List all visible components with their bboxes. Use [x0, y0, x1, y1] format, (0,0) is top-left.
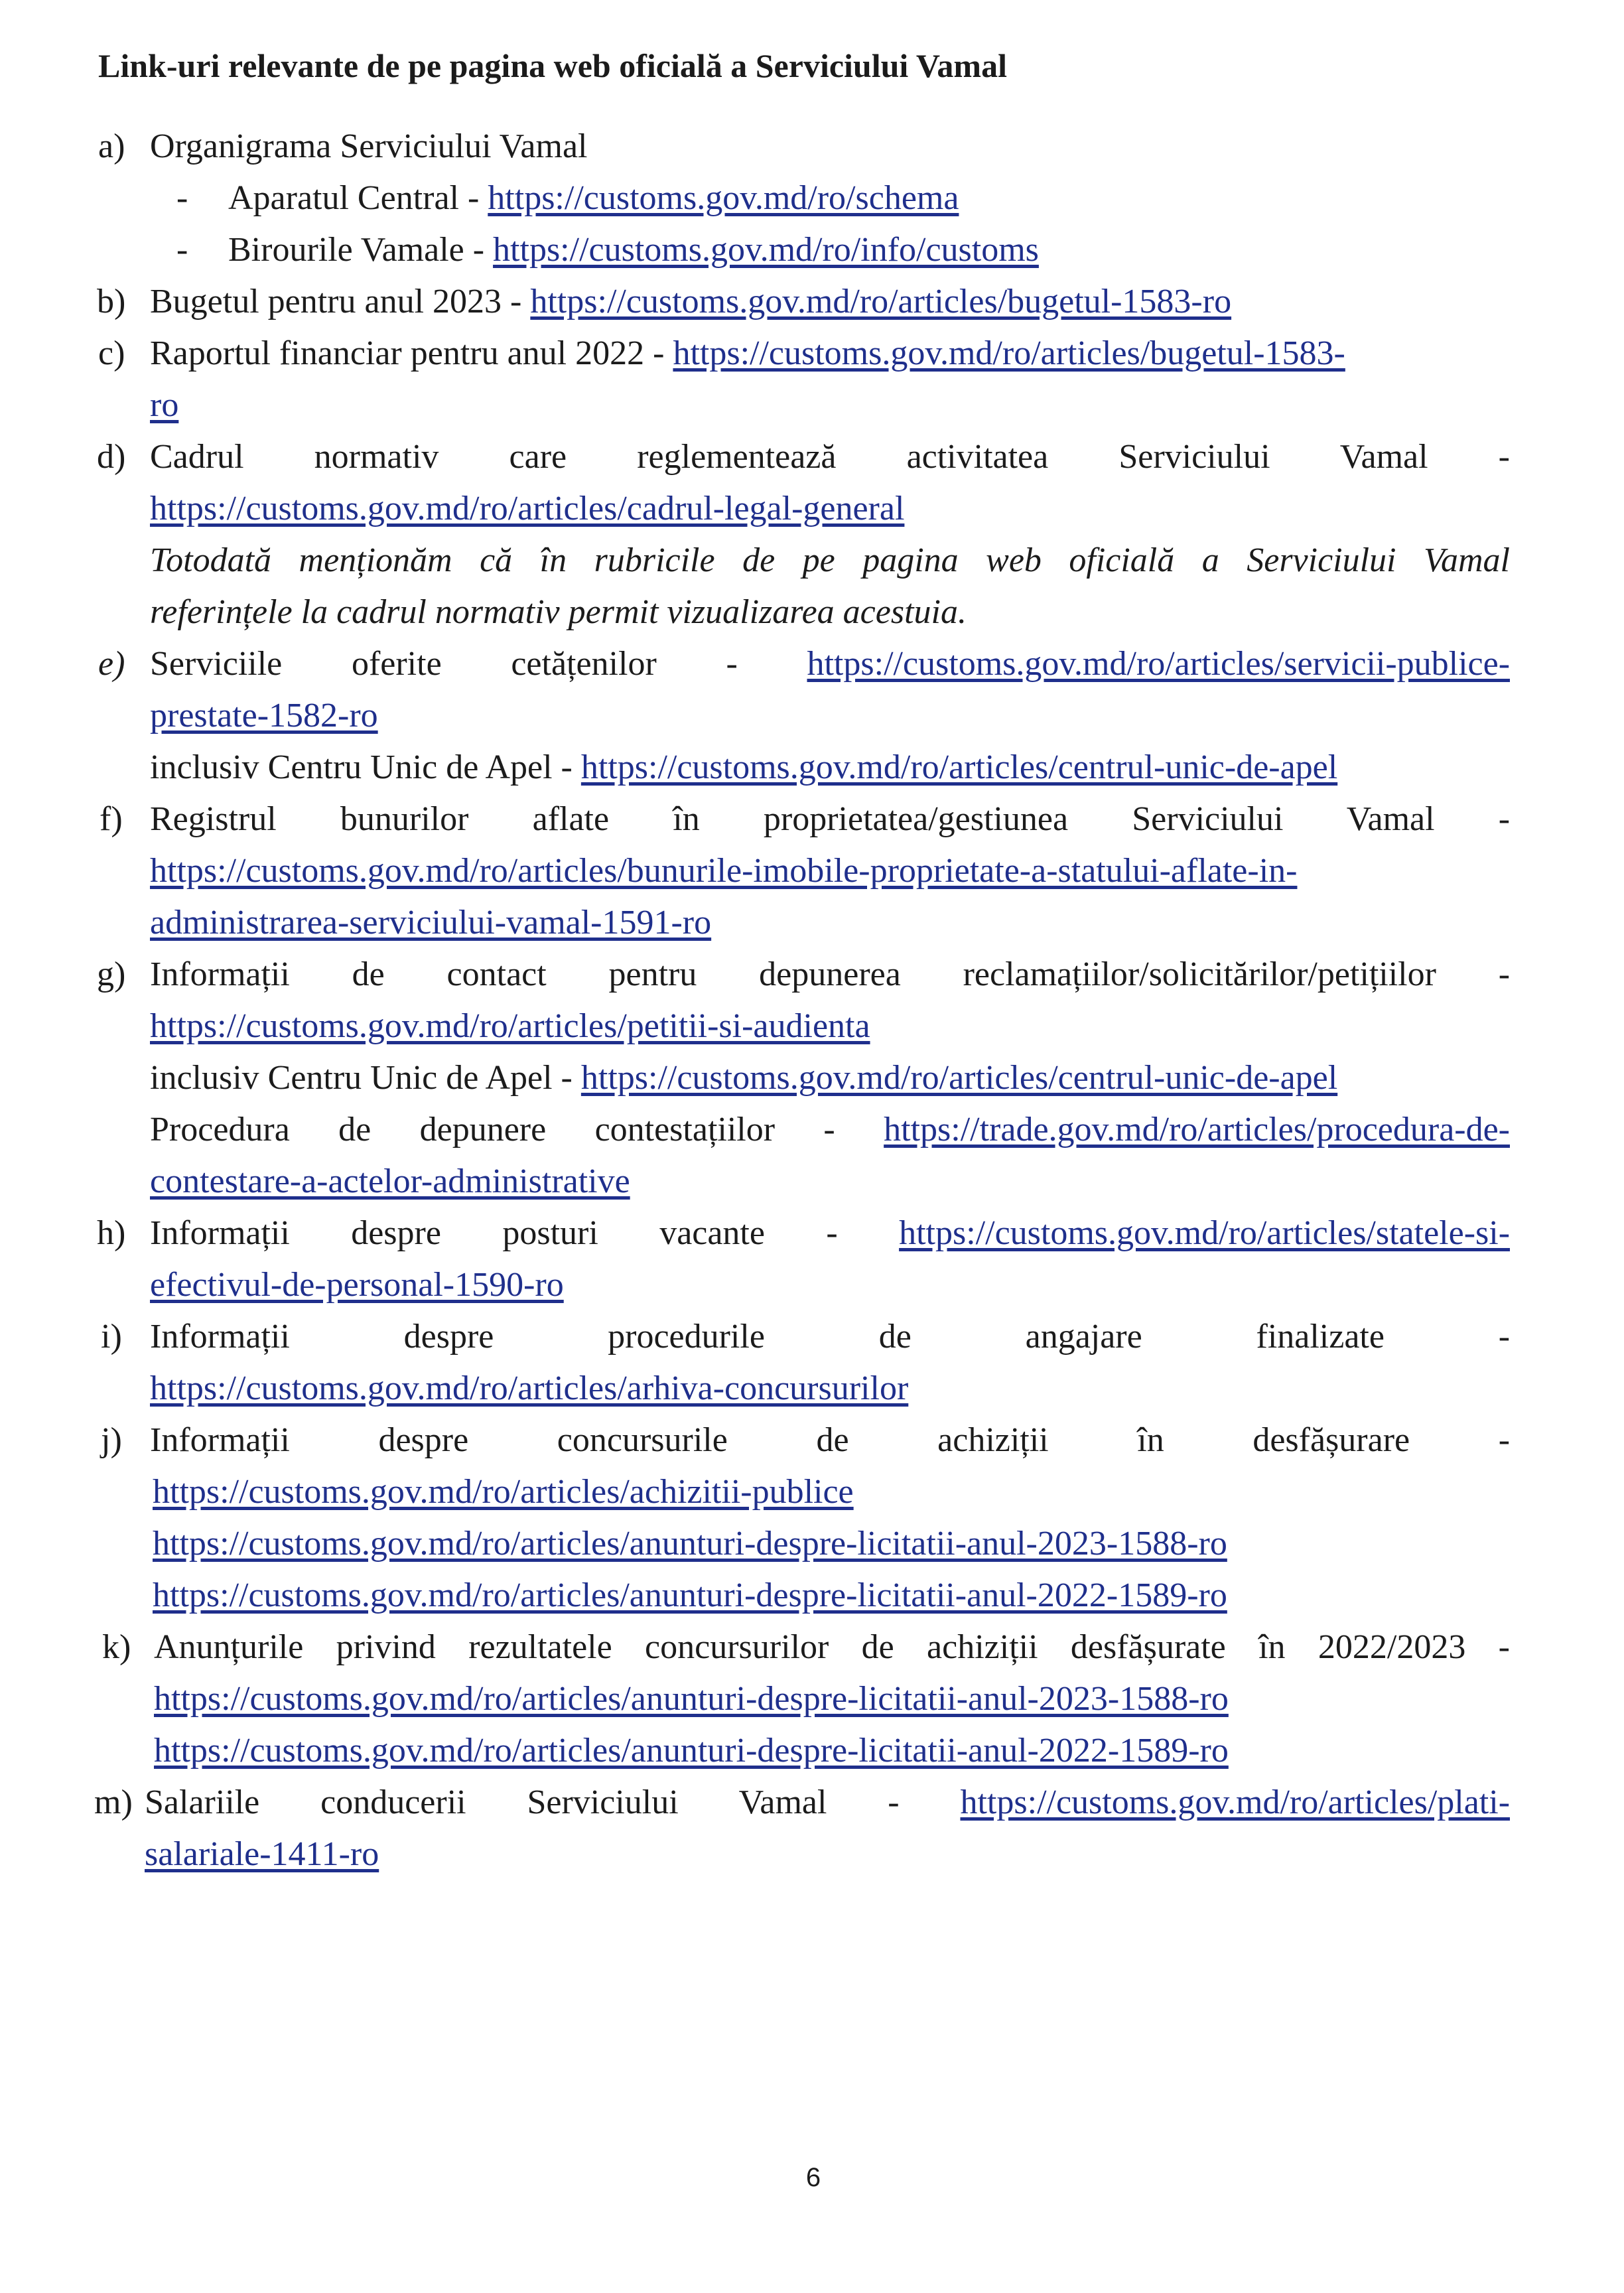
item-f-word: proprietatea/gestiunea — [763, 800, 1069, 838]
item-f-line3 — [150, 900, 711, 946]
item-d-word: reglementează — [637, 438, 837, 476]
link-public-procurement[interactable]: https://customs.gov.md/ro/articles/achizitii-publice — [153, 1473, 854, 1511]
item-a-sub1 — [228, 175, 959, 222]
item-c-label: c) — [98, 334, 125, 372]
item-i-word: Informații — [150, 1318, 290, 1355]
item-j-word: desfășurare — [1252, 1421, 1410, 1459]
item-g-word: - — [1498, 955, 1510, 993]
item-d-word: activitatea — [906, 438, 1049, 476]
item-j-word: de — [816, 1421, 849, 1459]
item-a-title: Organigrama Serviciului Vamal — [150, 127, 588, 165]
item-c-cont — [150, 382, 178, 429]
item-e-label: e) — [98, 645, 125, 683]
page-number: 6 — [805, 2163, 821, 2192]
link-financial-report-part1[interactable]: https://customs.gov.md/ro/articles/bugetul-1583- — [673, 334, 1345, 372]
item-d-note2: referințele la cadrul normativ permit vizualizarea acestuia. — [150, 593, 967, 631]
item-f-label: f) — [100, 800, 123, 838]
item-g-extra-text: inclusiv Centru Unic de Apel - — [150, 1059, 573, 1097]
link-vacancies-part2[interactable]: efectivul-de-personal-1590-ro — [150, 1266, 564, 1304]
item-k-line3 — [154, 1728, 1229, 1774]
link-property-register-part1[interactable]: https://customs.gov.md/ro/articles/bunurile-imobile-proprietate-a-statului-aflate-in- — [150, 852, 1298, 890]
item-d-word: normativ — [314, 438, 439, 476]
item-b — [150, 279, 1231, 325]
item-f-word: aflate — [532, 800, 610, 838]
link-tender-results-2023[interactable]: https://customs.gov.md/ro/articles/anunturi-despre-licitatii-anul-2023-1588-ro — [154, 1680, 1229, 1718]
item-f-word: Registrul — [150, 800, 277, 838]
link-vacancies-part1[interactable]: https://customs.gov.md/ro/articles/statele-si- — [899, 1214, 1510, 1252]
item-m-line2 — [145, 1831, 379, 1878]
item-g-word: Informații — [150, 955, 290, 993]
item-a-sub1-dash: - — [176, 179, 188, 217]
item-f-word: Serviciului — [1132, 800, 1284, 838]
item-c — [150, 330, 1345, 377]
item-f-word: în — [673, 800, 700, 838]
item-c-text: Raportul financiar pentru anul 2022 - — [150, 334, 665, 372]
link-tenders-2023[interactable]: https://customs.gov.md/ro/articles/anunturi-despre-licitatii-anul-2023-1588-ro — [153, 1525, 1227, 1563]
link-call-center[interactable]: https://customs.gov.md/ro/articles/centrul-unic-de-apel — [580, 748, 1338, 786]
link-salaries-part2[interactable]: salariale-1411-ro — [145, 1835, 379, 1873]
link-contest-procedure-part1[interactable]: https://trade.gov.md/ro/articles/procedura-de- — [884, 1111, 1510, 1148]
link-salaries-part1[interactable]: https://customs.gov.md/ro/articles/plati- — [960, 1783, 1510, 1821]
item-d-word: Cadrul — [150, 438, 244, 476]
item-i-word: angajare — [1025, 1318, 1142, 1355]
item-g-line4 — [150, 1107, 1510, 1154]
item-j-line2 — [153, 1469, 854, 1515]
link-contest-procedure-part2[interactable]: contestare-a-actelor-administrative — [150, 1162, 630, 1200]
item-m-line1 — [145, 1779, 1510, 1827]
item-g-word: de — [352, 955, 385, 993]
item-b-label: b) — [97, 283, 126, 320]
item-j-line1 — [150, 1417, 1510, 1465]
link-financial-report-part2[interactable]: ro — [150, 386, 179, 424]
link-budget-2023[interactable]: https://customs.gov.md/ro/articles/bugetul-1583-ro — [530, 283, 1232, 320]
item-i-line1 — [150, 1314, 1510, 1361]
item-i-word: procedurile — [608, 1318, 765, 1355]
link-property-register-part2[interactable]: administrarea-serviciului-vamal-1591-ro — [150, 904, 712, 941]
item-g-word: pentru — [608, 955, 697, 993]
item-j-word: în — [1137, 1421, 1164, 1459]
item-g-line1 — [150, 951, 1510, 999]
item-b-text: Bugetul pentru anul 2023 - — [150, 283, 522, 320]
item-i-word: despre — [403, 1318, 494, 1355]
item-k-line1: Anunțurile privind rezultatele concursurilor de achiziții desfășurate în 2022/2023 - — [154, 1628, 1510, 1666]
item-g-word: depunerea — [759, 955, 901, 993]
item-h-label: h) — [97, 1214, 126, 1252]
item-j-word: Informații — [150, 1421, 290, 1459]
item-d-word: Serviciului — [1118, 438, 1270, 476]
link-schema[interactable]: https://customs.gov.md/ro/schema — [488, 179, 959, 217]
item-i-line2 — [150, 1365, 908, 1412]
item-f-line1 — [150, 796, 1510, 844]
item-j-word: concursurile — [557, 1421, 728, 1459]
item-a-label: a) — [98, 127, 125, 165]
item-j-line3 — [153, 1521, 1227, 1567]
item-j-label: j) — [101, 1421, 122, 1459]
item-m-text: Salariile conducerii Serviciului Vamal - — [145, 1783, 900, 1821]
item-e-line2 — [150, 693, 378, 739]
item-k-line2 — [154, 1676, 1229, 1722]
link-contest-archive[interactable]: https://customs.gov.md/ro/articles/arhiva-concursurilor — [150, 1369, 909, 1407]
item-j-line4 — [153, 1572, 1227, 1619]
item-e-text: Serviciile oferite cetățenilor - — [150, 645, 738, 683]
link-public-services-part1[interactable]: https://customs.gov.md/ro/articles/servicii-publice- — [807, 645, 1510, 683]
link-public-services-part2[interactable]: prestate-1582-ro — [150, 697, 378, 734]
item-e-line3 — [150, 744, 1337, 791]
item-g-word: reclamațiilor/solicitărilor/petițiilor — [963, 955, 1436, 993]
item-h-line1 — [150, 1210, 1510, 1258]
item-h-line2 — [150, 1262, 564, 1308]
link-call-center-2[interactable]: https://customs.gov.md/ro/articles/centrul-unic-de-apel — [580, 1059, 1338, 1097]
item-f-line2 — [150, 848, 1297, 894]
item-j-word: achiziții — [937, 1421, 1049, 1459]
item-a-sub1-text: Aparatul Central - — [228, 179, 480, 217]
item-d-word: care — [509, 438, 567, 476]
item-i-word: de — [878, 1318, 912, 1355]
item-g-label: g) — [97, 955, 126, 993]
item-a-sub2-dash: - — [176, 231, 188, 269]
item-d-label: d) — [97, 438, 126, 476]
item-g-line2 — [150, 1003, 870, 1050]
item-g-line3 — [150, 1055, 1337, 1101]
item-d-note1: Totodată menționăm că în rubricile de pe pagina web oficială a Serviciului Vamal — [150, 541, 1510, 579]
item-i-word: finalizate — [1256, 1318, 1385, 1355]
item-h-text: Informații despre posturi vacante - — [150, 1214, 838, 1252]
item-j-word: - — [1498, 1421, 1510, 1459]
page-title: Link-uri relevante de pe pagina web oficială a Serviciului Vamal — [98, 47, 1007, 84]
item-i-word: - — [1498, 1318, 1510, 1355]
link-tenders-2022[interactable]: https://customs.gov.md/ro/articles/anunturi-despre-licitatii-anul-2022-1589-ro — [153, 1576, 1227, 1614]
item-a-sub2-text: Birourile Vamale - — [228, 231, 485, 269]
item-e-extra-text: inclusiv Centru Unic de Apel - — [150, 748, 573, 786]
item-d-word: Vamal — [1339, 438, 1428, 476]
item-g-word: contact — [446, 955, 547, 993]
item-a-sub2 — [228, 227, 1039, 273]
item-k-label: k) — [102, 1628, 131, 1666]
item-e-line1 — [150, 641, 1510, 689]
item-d-line1 — [150, 434, 1510, 482]
link-legal-framework[interactable]: https://customs.gov.md/ro/articles/cadrul-legal-general — [150, 490, 905, 527]
item-g-line5 — [150, 1158, 630, 1205]
item-g-proc-text: Procedura de depunere contestațiilor - — [150, 1111, 835, 1148]
item-j-word: despre — [378, 1421, 469, 1459]
link-petitions[interactable]: https://customs.gov.md/ro/articles/petitii-si-audienta — [150, 1007, 870, 1045]
item-f-word: Vamal — [1346, 800, 1435, 838]
item-d-word: - — [1498, 438, 1510, 476]
item-d-line2 — [150, 486, 904, 532]
item-f-word: bunurilor — [340, 800, 469, 838]
link-tender-results-2022[interactable]: https://customs.gov.md/ro/articles/anunturi-despre-licitatii-anul-2022-1589-ro — [154, 1732, 1229, 1770]
link-customs-offices[interactable]: https://customs.gov.md/ro/info/customs — [493, 231, 1039, 269]
item-i-label: i) — [101, 1318, 122, 1355]
item-f-word: - — [1498, 800, 1510, 838]
item-m-label: m) — [94, 1783, 133, 1821]
